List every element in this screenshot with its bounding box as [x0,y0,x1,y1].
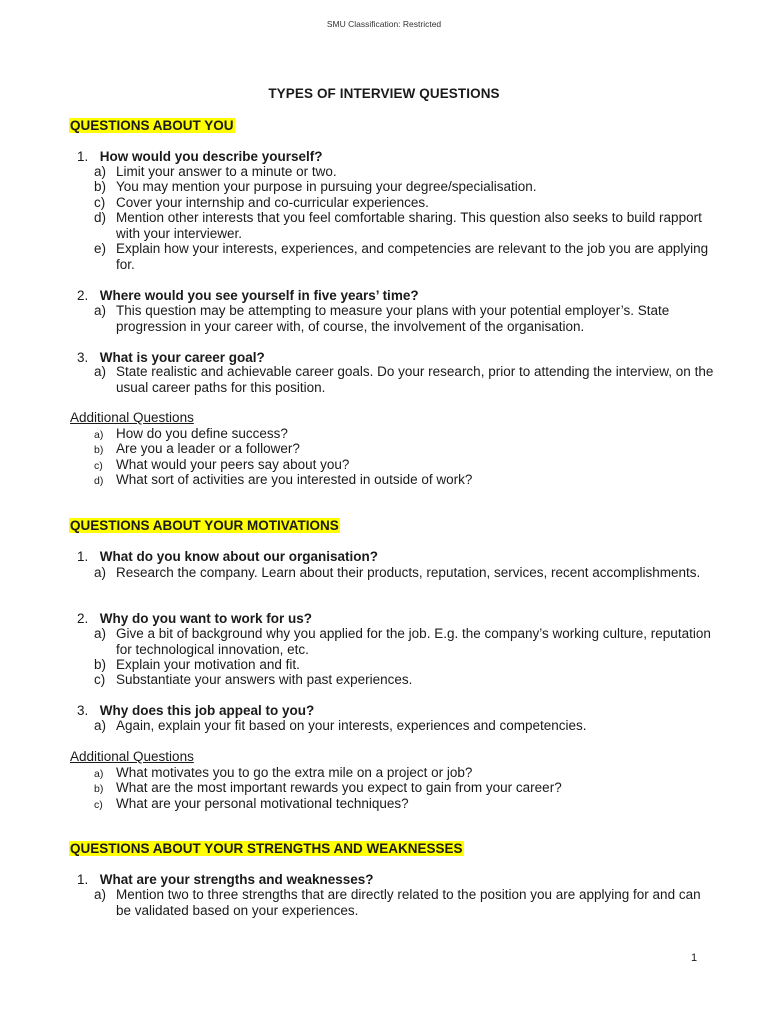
question-five-years: 2. Where would you see yourself in five years’ time? [77,288,419,303]
question-job-appeal: 3. Why does this job appeal to you? [77,703,315,718]
question-why-work-for-us: 2. Why do you want to work for us? [77,611,312,626]
additional-questions-heading: Additional Questions [70,410,194,425]
question-strengths-weaknesses: 1. What are your strengths and weaknesses? [77,872,374,887]
additional-questions-heading: Additional Questions [70,749,194,764]
classification-header: SMU Classification: Restricted [326,19,442,29]
section-heading-strengths: QUESTIONS ABOUT YOUR STRENGTHS AND WEAKNESSES [70,841,463,856]
question-know-organisation: 1. What do you know about our organisation? [77,549,378,564]
question-describe-yourself: 1. How would you describe yourself? [77,149,323,164]
question-career-goal: 3. What is your career goal? [77,350,265,365]
document-title: TYPES OF INTERVIEW QUESTIONS [268,86,500,101]
section-heading-motivations: QUESTIONS ABOUT YOUR MOTIVATIONS [70,518,339,533]
section-heading-about-you: QUESTIONS ABOUT YOU [70,118,234,133]
page-number: 1 [691,952,698,964]
